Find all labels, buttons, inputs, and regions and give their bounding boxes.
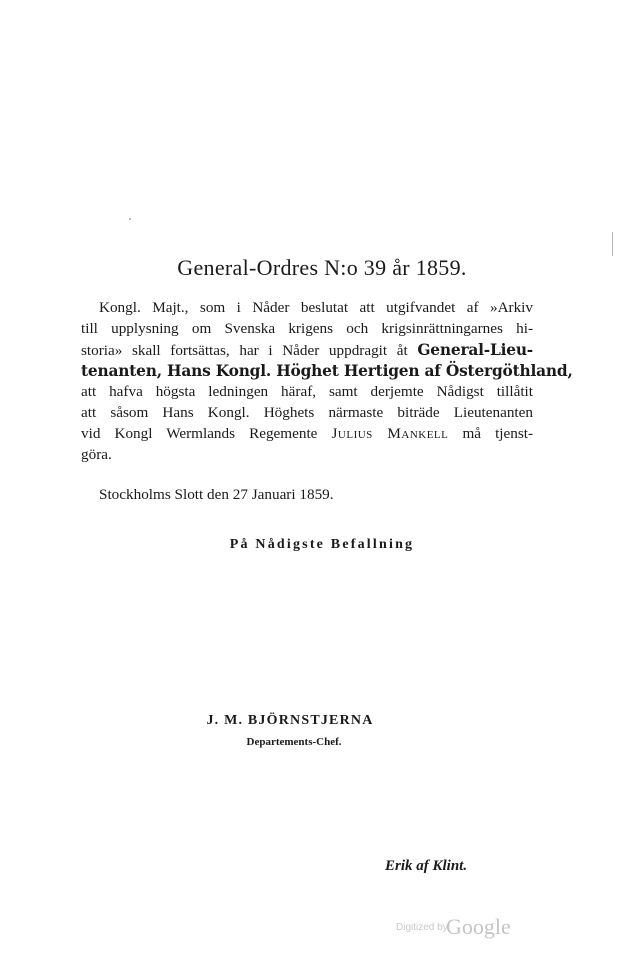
order-line: vid Kongl Wermlands Regemente Julius Mankell må tjenst- <box>81 424 534 442</box>
signatory-name: J. M. BJÖRNSTJERNA <box>206 713 374 728</box>
order-line: Kongl. Majt., som i Nåder beslutat att utgifvandet af »Arkiv <box>99 299 533 316</box>
paper-speck <box>129 218 131 220</box>
order-line: att såsom Hans Kongl. Höghets närmaste biträde Lieutenanten <box>81 403 533 421</box>
document-heading: General-Ordres N:o 39 år 1859. <box>177 255 467 280</box>
command-line: På Nådigste Befallning <box>229 537 415 552</box>
lieutenant-name: Julius Mankell <box>331 424 449 442</box>
bold-title-line: tenanten, Hans Kongl. Höghet Hertigen af Östergöthland, <box>81 362 573 381</box>
google-watermark: Google <box>446 914 511 939</box>
date-line: Stockholms Slott den 27 Januari 1859. <box>99 486 334 503</box>
order-line: storia» skall fortsättas, har i Nåder uppdragit åt General-Lieu- <box>81 340 533 359</box>
countersignature: Erik af Klint. <box>385 858 468 874</box>
order-line: göra. <box>81 445 112 463</box>
order-line: till upplysning om Svenska krigens och krigsinrättningarnes hi- <box>81 319 533 337</box>
order-text <box>81 298 573 465</box>
signatory-title: Departements-Chef. <box>246 736 342 748</box>
paper-mark <box>612 232 613 256</box>
order-line: att hafva högsta ledningen häraf, samt derjemte Nådigst tillåtit <box>81 383 533 401</box>
digitized-by-label: Digitized by <box>396 922 448 933</box>
bold-title: General-Lieu- <box>417 340 533 359</box>
